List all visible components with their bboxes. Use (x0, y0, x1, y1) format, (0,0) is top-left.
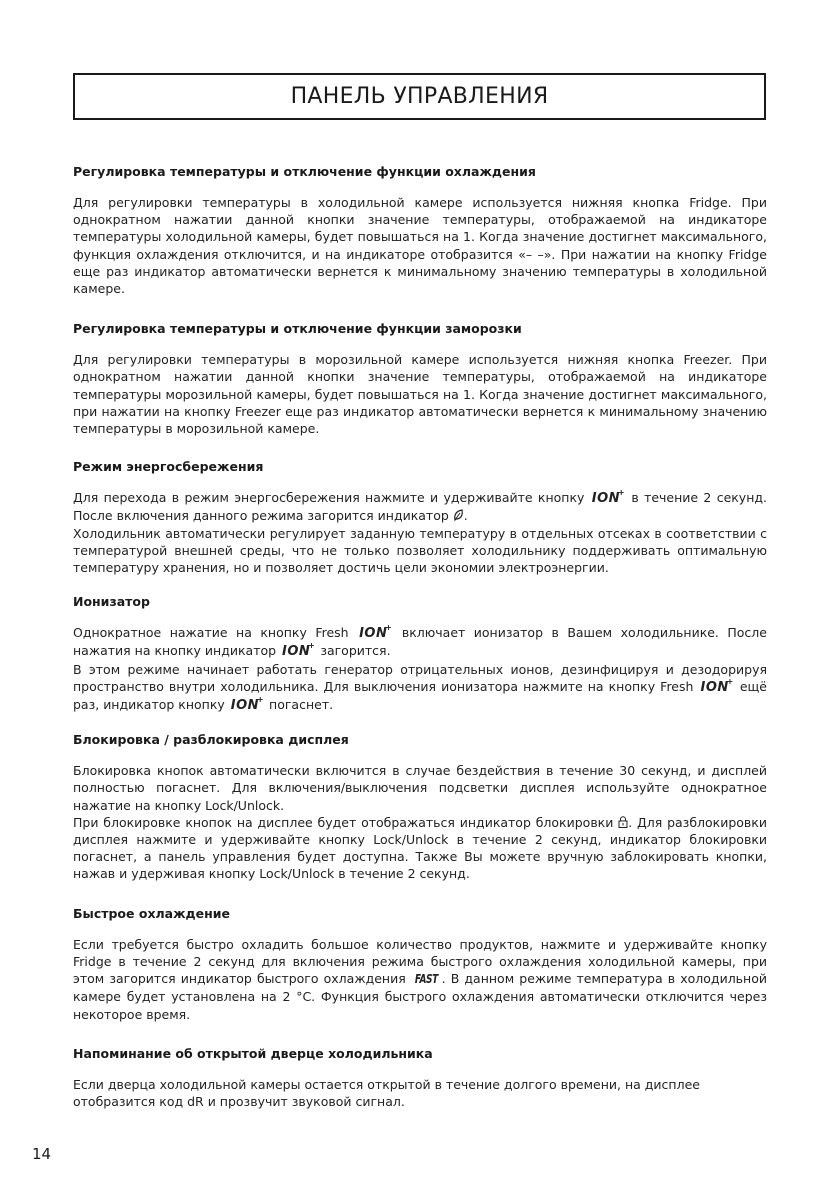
ion-icon: ION + (282, 641, 316, 660)
section-paragraph: Для перехода в режим энергосбережения нажмите и удерживайте кнопку ION + в течение 2 секунд. После включения данного режима загорится индикатор . (73, 488, 767, 524)
section-heading: Режим энергосбережения (73, 459, 264, 475)
section-heading: Регулировка температуры и отключение функции заморозки (73, 321, 522, 337)
section-text: Если дверца холодильной камеры остается открытой в течение долгого времени, на дисплее отобразится код dR и прозвучит звуковой сигнал. (73, 1076, 700, 1109)
section-paragraph: Блокировка кнопок автоматически включится в случае бездействия в течение 30 секунд, и дисплей полностью погаснет. Для включения/выключения подсветки дисплея используйте однократное нажатие на кнопку Lock/Unlock. (73, 763, 767, 813)
section-paragraph: При блокировке кнопок на дисплее будет отображаться индикатор блокировки . Для разблокировки дисплея нажмите и удерживайте кнопку Lock/Unlock в течение 2 секунд, индикатор блокировки погаснет, а панель управления будет доступна. Также Вы можете вручную заблокировать кнопки, нажав и удерживая кнопку Lock/Unlock в течение 2 секунд. (73, 814, 767, 882)
section-energy-saving (73, 458, 767, 576)
section-paragraph: Однократное нажатие на кнопку Fresh ION + включает ионизатор в Вашем холодильнике. После нажатия на кнопку индикатор ION + загорится. (73, 623, 767, 660)
ion-icon: ION + (591, 488, 626, 507)
section-fast-cooling (73, 905, 767, 1023)
title-box (73, 73, 766, 120)
section-fridge-temperature (73, 163, 767, 297)
section-text: Для регулировки температуры в холодильной камере используется нижняя кнопка Fridge. При однократном нажатии данной кнопки значение температуры, отображаемой на индикаторе температуры холодильной камеры, будет повышаться на 1. Когда значение достигнет максимального, функция охлаждения отключится, и на индикаторе отобразится «– –». При нажатии на кнопку Fridge еще раз индикатор автоматически вернется к минимальному значению температуры в холодильной камере. (73, 195, 767, 297)
page-number: 14 (32, 1145, 52, 1163)
page-title: ПАНЕЛЬ УПРАВЛЕНИЯ (290, 84, 549, 109)
lock-icon (618, 816, 628, 828)
section-door-alarm (73, 1045, 767, 1110)
section-heading: Ионизатор (73, 594, 150, 610)
section-heading: Регулировка температуры и отключение функции охлаждения (73, 164, 536, 179)
ion-icon: ION + (700, 676, 734, 695)
fast-icon: FAST (414, 972, 438, 987)
section-ionizer (73, 593, 767, 714)
section-text: Для регулировки температуры в морозильной камере используется нижняя кнопка Freezer. При однократном нажатии данной кнопки значение температуры, отображаемой на индикаторе температуры морозильной камеры, будет повышаться на 1. Когда значение достигнет максимального, при нажатии на кнопку Freezer еще раз индикатор автоматически вернется к минимальному значению температуры в морозильной камере. (73, 352, 767, 437)
ion-icon: ION + (230, 695, 265, 714)
eco-leaf-icon (453, 509, 464, 521)
section-freezer-temperature (73, 320, 767, 437)
section-paragraph: Если требуется быстро охладить большое количество продуктов, нажмите и удерживайте кнопку Fridge в течение 2 секунд для включения режима быстрого охлаждения холодильной камеры, при этом загорится индикатор быстрого охлаждения FAST . В данном режиме температура в холодильной камере будет установлена на 2 °С. Функция быстрого охлаждения автоматически отключится через некоторое время. (73, 936, 767, 1022)
content (73, 163, 767, 1127)
section-paragraph: В этом режиме начинает работать генератор отрицательных ионов, дезинфицируя и дезодорируя пространство внутри холодильника. Для выключения ионизатора нажмите на кнопку Fresh ION + ещё раз, индикатор кнопку ION + погаснет. (73, 661, 767, 714)
section-heading: Блокировка / разблокировка дисплея (73, 732, 349, 748)
section-paragraph: Холодильник автоматически регулирует заданную температуру в отдельных отсеках в соответствии с температурой внешней среды, что не только позволяет холодильнику поддерживать оптимальную температуру хранения, но и позволяет достичь цели экономии электроэнергии. (73, 525, 767, 576)
section-display-lock (73, 731, 767, 882)
section-heading: Напоминание об открытой дверце холодильника (73, 1045, 433, 1061)
ion-icon: ION + (359, 623, 393, 642)
section-heading: Быстрое охлаждение (73, 905, 230, 921)
